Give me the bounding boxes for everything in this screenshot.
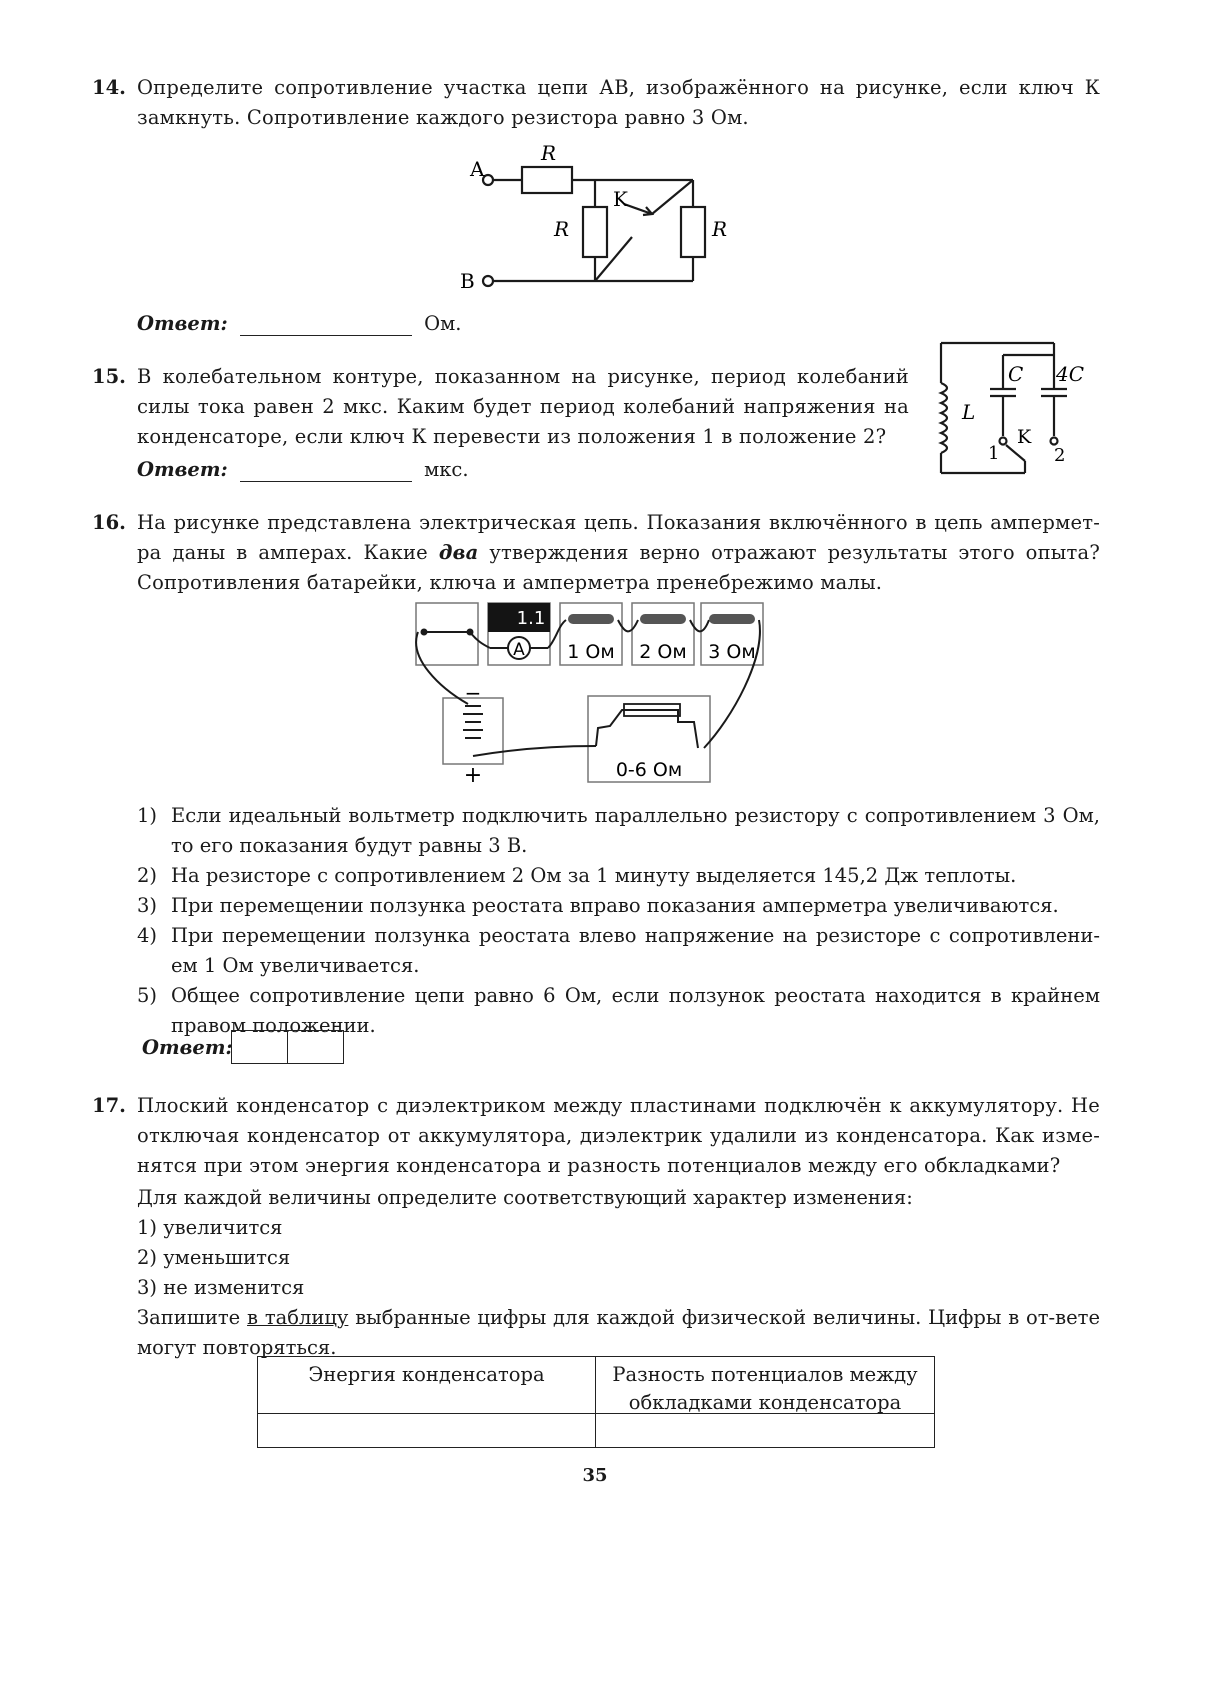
- ammeter-symbol: A: [513, 640, 525, 660]
- resistor-label-3: 3 Ом: [708, 641, 756, 663]
- label-a: A: [470, 157, 485, 181]
- label-1: 1: [988, 443, 1000, 464]
- battery-plus: +: [463, 763, 483, 786]
- q17-write-instruction: Запишите в таблицу выбранные цифры для каждой физической величины. Цифры в от-вете могут повторяться.: [137, 1306, 1100, 1359]
- q16-answer-box-2[interactable]: [287, 1030, 344, 1064]
- q16-options: [137, 801, 1100, 1041]
- option-text: При перемещении ползунка реостата вправо показания амперметра увеличиваются.: [171, 894, 1059, 917]
- q17-table-link: в таблицу: [247, 1306, 349, 1329]
- table-header-potential: Разность потенциалов между обкладками конденсатора: [612, 1363, 918, 1414]
- q16-text-emphasis: два: [438, 541, 479, 564]
- label-b: B: [460, 269, 475, 293]
- q17-option-2: 2) уменьшится: [137, 1246, 291, 1269]
- option-text: При перемещении ползунка реостата влево напряжение на резисторе с сопротивлени-ем 1 Ом увеличивается.: [171, 924, 1100, 977]
- label-4c: 4C: [1056, 362, 1085, 386]
- q16-number: 16.: [92, 511, 126, 534]
- q16-text-part1: На рисунке представлена электрическая цепь. Показания включённого в цепь ампермет-ра даны в амперах. Какие: [137, 511, 1100, 564]
- q17-number: 17.: [92, 1094, 126, 1117]
- q16-circuit-photo-diagram: [410, 598, 770, 786]
- q16-answer-label: Ответ:: [142, 1036, 233, 1059]
- q14-answer-field[interactable]: [240, 312, 412, 336]
- option-text: Если идеальный вольтметр подключить параллельно резистору с сопротивлением 3 Ом, то его показания будут равны 3 В.: [171, 804, 1100, 857]
- table-header-energy: Энергия конденсатора: [308, 1363, 545, 1386]
- q16-text: [137, 508, 1100, 598]
- q17-option-1: 1) увеличится: [137, 1216, 283, 1239]
- resistor-label-2: 2 Ом: [639, 641, 687, 663]
- q16-option-2: 2) На резисторе с сопротивлением 2 Ом за 1 минуту выделяется 145,2 Дж теплоты.: [137, 861, 1100, 891]
- q15-text: В колебательном контуре, показанном на рисунке, период колебаний силы тока равен 2 мкс. Каким будет период колебаний напряжения на конденсаторе, если ключ К перевести из положения 1 в положение 2?: [137, 365, 909, 448]
- table-answer-cell-potential[interactable]: [597, 1415, 932, 1445]
- q16-option-1: 1) Если идеальный вольтметр подключить параллельно резистору с сопротивлением 3 Ом, то его показания будут равны 3 В.: [137, 801, 1100, 861]
- label-k: K: [1017, 426, 1032, 448]
- label-r-top: R: [541, 141, 557, 165]
- q16-option-3: 3) При перемещении ползунка реостата вправо показания амперметра увеличиваются.: [137, 891, 1100, 921]
- label-k: K: [613, 187, 628, 211]
- q17-text: Плоский конденсатор с диэлектриком между пластинами подключён к аккумулятору. Не отключая конденсатор от аккумулятора, диэлектрик удалили из конденсатора. Как изме-нятся при этом энергия конденсатора и разность потенциалов между его обкладками?: [137, 1094, 1100, 1177]
- resistor-label-1: 1 Ом: [567, 641, 615, 663]
- q16-answer-box-1[interactable]: [231, 1030, 288, 1064]
- label-2: 2: [1054, 445, 1066, 466]
- q16-text-part2: утверждения верно отражают результаты этого опыта? Сопротивления батарейки, ключа и амперметра пренебрежимо малы.: [137, 541, 1100, 594]
- label-r-right: R: [712, 217, 728, 241]
- answer-label: Ответ:: [137, 312, 228, 335]
- q15-answer-field[interactable]: [240, 458, 412, 482]
- q15-answer: [137, 458, 469, 482]
- answer-unit: Ом.: [424, 312, 462, 335]
- q17-option-3: 3) не изменится: [137, 1276, 305, 1299]
- label-r-middle: R: [554, 217, 570, 241]
- q16-option-4: 4) При перемещении ползунка реостата влево напряжение на резисторе с сопротивлени-ем 1 Ом увеличивается.: [137, 921, 1100, 981]
- ammeter-reading: 1.1: [516, 608, 546, 629]
- q15-lc-circuit-diagram: [928, 335, 1098, 485]
- q16-option-5: 5) Общее сопротивление цепи равно 6 Ом, если ползунок реостата находится в крайнем правом положении.: [137, 981, 1100, 1041]
- label-l: L: [962, 400, 976, 424]
- battery-minus: −: [464, 681, 482, 705]
- label-c: C: [1008, 362, 1024, 386]
- table-answer-cell-energy[interactable]: [259, 1415, 594, 1445]
- answer-label: Ответ:: [137, 458, 228, 481]
- resistor-top: [522, 167, 572, 193]
- q14-number: 14.: [92, 76, 126, 99]
- q14-circuit-diagram: [450, 140, 750, 300]
- resistor-right: [681, 207, 705, 257]
- q17-instruction-block: [137, 1183, 1100, 1363]
- page-number: 35: [582, 1465, 608, 1486]
- q14-text: Определите сопротивление участка цепи АВ, изображённого на рисунке, если ключ К замкнуть. Сопротивление каждого резистора равно 3 Ом.: [137, 76, 1100, 129]
- resistor-middle: [583, 207, 607, 257]
- q14-answer: [137, 312, 461, 336]
- answer-unit: мкс.: [424, 458, 469, 481]
- q17-instruction: Для каждой величины определите соответствующий характер изменения:: [137, 1186, 913, 1209]
- inductor-coil: [941, 383, 947, 453]
- option-text: Общее сопротивление цепи равно 6 Ом, если ползунок реостата находится в крайнем правом положении.: [171, 984, 1100, 1037]
- rheostat-label: 0-6 Ом: [615, 759, 683, 781]
- option-text: На резисторе с сопротивлением 2 Ом за 1 минуту выделяется 145,2 Дж теплоты.: [171, 864, 1017, 887]
- table-divider-vertical: [595, 1356, 596, 1448]
- q15-number: 15.: [92, 365, 126, 388]
